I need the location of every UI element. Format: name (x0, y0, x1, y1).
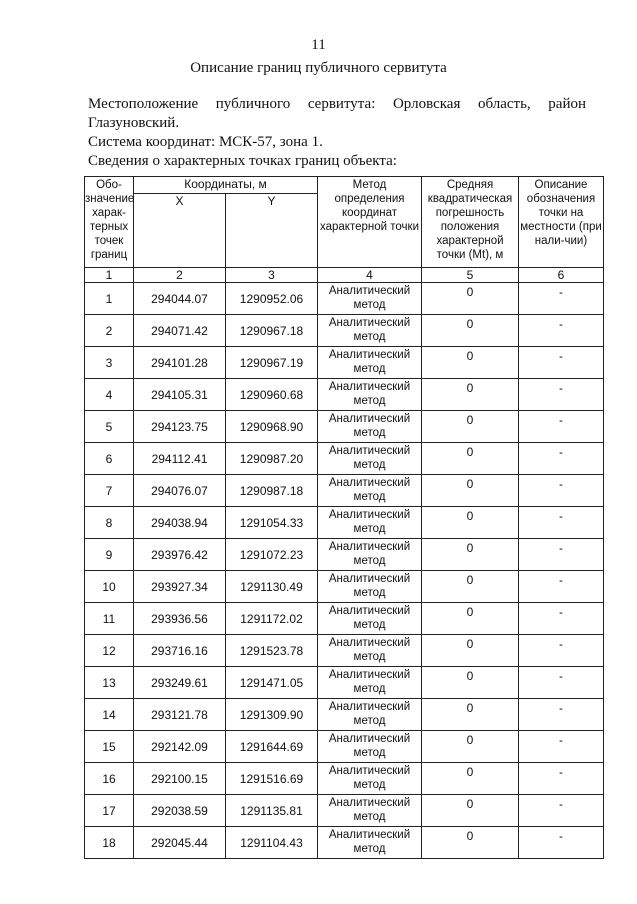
method-cell: Аналитический метод (318, 507, 422, 539)
coord-x: 293976.42 (134, 539, 226, 571)
column-number: 5 (422, 268, 519, 283)
coord-y: 1291104.43 (226, 827, 318, 859)
table-row (85, 315, 604, 347)
coord-y: 1290967.18 (226, 315, 318, 347)
points-info: Сведения о характерных точках границ объекта: (88, 153, 397, 169)
accuracy-cell: 0 (422, 571, 519, 603)
method-cell: Аналитический метод (318, 667, 422, 699)
description-cell: - (519, 603, 604, 635)
header-coordinates: Координаты, м (134, 177, 318, 194)
column-number: 2 (134, 268, 226, 283)
column-number: 6 (519, 268, 604, 283)
accuracy-cell: 0 (422, 731, 519, 763)
accuracy-cell: 0 (422, 347, 519, 379)
coord-y: 1291072.23 (226, 539, 318, 571)
point-number: 12 (85, 635, 134, 667)
page-number: 11 (311, 37, 326, 53)
location-continuation: Глазуновский. (88, 115, 180, 131)
point-number: 4 (85, 379, 134, 411)
table-row (85, 475, 604, 507)
point-number: 9 (85, 539, 134, 571)
header-designation: Обо-значение харак-терных точек границ (85, 177, 134, 268)
method-cell: Аналитический метод (318, 315, 422, 347)
point-number: 1 (85, 283, 134, 315)
accuracy-cell: 0 (422, 635, 519, 667)
coord-x: 294038.94 (134, 507, 226, 539)
description-cell: - (519, 763, 604, 795)
document-title: Описание границ публичного сервитута (190, 60, 447, 76)
description-cell: - (519, 827, 604, 859)
coord-x: 293121.78 (134, 699, 226, 731)
table-row (85, 603, 604, 635)
coord-x: 294123.75 (134, 411, 226, 443)
accuracy-cell: 0 (422, 411, 519, 443)
point-number: 2 (85, 315, 134, 347)
description-cell: - (519, 667, 604, 699)
coord-x: 294101.28 (134, 347, 226, 379)
coord-y: 1290987.20 (226, 443, 318, 475)
description-cell: - (519, 571, 604, 603)
description-cell: - (519, 699, 604, 731)
method-cell: Аналитический метод (318, 475, 422, 507)
point-number: 5 (85, 411, 134, 443)
table-row (85, 571, 604, 603)
method-cell: Аналитический метод (318, 795, 422, 827)
accuracy-cell: 0 (422, 539, 519, 571)
coord-x: 292045.44 (134, 827, 226, 859)
column-number: 3 (226, 268, 318, 283)
method-cell: Аналитический метод (318, 347, 422, 379)
coord-y: 1291523.78 (226, 635, 318, 667)
method-cell: Аналитический метод (318, 603, 422, 635)
coord-x: 294071.42 (134, 315, 226, 347)
accuracy-cell: 0 (422, 443, 519, 475)
coord-y: 1291309.90 (226, 699, 318, 731)
table-row (85, 667, 604, 699)
accuracy-cell: 0 (422, 667, 519, 699)
table-row (85, 411, 604, 443)
table-row (85, 731, 604, 763)
coord-x: 292100.15 (134, 763, 226, 795)
description-cell: - (519, 315, 604, 347)
coord-y: 1290987.18 (226, 475, 318, 507)
accuracy-cell: 0 (422, 507, 519, 539)
accuracy-cell: 0 (422, 827, 519, 859)
method-cell: Аналитический метод (318, 379, 422, 411)
coord-x: 294105.31 (134, 379, 226, 411)
point-number: 14 (85, 699, 134, 731)
accuracy-cell: 0 (422, 795, 519, 827)
method-cell: Аналитический метод (318, 443, 422, 475)
accuracy-cell: 0 (422, 315, 519, 347)
column-number-row (85, 268, 604, 283)
point-number: 10 (85, 571, 134, 603)
accuracy-cell: 0 (422, 603, 519, 635)
description-cell: - (519, 795, 604, 827)
description-cell: - (519, 507, 604, 539)
coord-x: 292038.59 (134, 795, 226, 827)
accuracy-cell: 0 (422, 475, 519, 507)
header-y: Y (226, 194, 318, 268)
coord-y: 1291516.69 (226, 763, 318, 795)
coord-y: 1291172.02 (226, 603, 318, 635)
point-number: 18 (85, 827, 134, 859)
method-cell: Аналитический метод (318, 571, 422, 603)
accuracy-cell: 0 (422, 379, 519, 411)
point-number: 6 (85, 443, 134, 475)
method-cell: Аналитический метод (318, 539, 422, 571)
header-method: Метод определения координат характерной точки (318, 177, 422, 268)
method-cell: Аналитический метод (318, 699, 422, 731)
coord-y: 1291054.33 (226, 507, 318, 539)
point-number: 17 (85, 795, 134, 827)
description-cell: - (519, 411, 604, 443)
column-number: 1 (85, 268, 134, 283)
description-cell: - (519, 635, 604, 667)
coord-x: 294044.07 (134, 283, 226, 315)
description-cell: - (519, 539, 604, 571)
coord-x: 294076.07 (134, 475, 226, 507)
coord-y: 1290952.06 (226, 283, 318, 315)
table-row (85, 635, 604, 667)
table-row (85, 763, 604, 795)
table-row (85, 827, 604, 859)
location-line: Местоположение публичного сервитута: Орловская область, район (88, 96, 586, 112)
method-cell: Аналитический метод (318, 827, 422, 859)
coord-y: 1290967.19 (226, 347, 318, 379)
description-cell: - (519, 443, 604, 475)
accuracy-cell: 0 (422, 283, 519, 315)
table-row (85, 699, 604, 731)
header-description: Описание обозначения точки на местности (при нали-чии) (519, 177, 604, 268)
table-row (85, 795, 604, 827)
description-cell: - (519, 731, 604, 763)
description-cell: - (519, 283, 604, 315)
method-cell: Аналитический метод (318, 731, 422, 763)
description-cell: - (519, 347, 604, 379)
table-row (85, 379, 604, 411)
description-cell: - (519, 475, 604, 507)
point-number: 8 (85, 507, 134, 539)
point-number: 11 (85, 603, 134, 635)
point-number: 15 (85, 731, 134, 763)
coord-x: 293716.16 (134, 635, 226, 667)
coord-x: 293936.56 (134, 603, 226, 635)
table-row (85, 539, 604, 571)
coordinate-system: Система координат: МСК-57, зона 1. (88, 134, 323, 150)
point-number: 3 (85, 347, 134, 379)
coord-y: 1291130.49 (226, 571, 318, 603)
intro-block (88, 95, 586, 171)
point-number: 16 (85, 763, 134, 795)
table-row (85, 507, 604, 539)
table-row (85, 283, 604, 315)
coord-x: 293927.34 (134, 571, 226, 603)
method-cell: Аналитический метод (318, 635, 422, 667)
accuracy-cell: 0 (422, 699, 519, 731)
method-cell: Аналитический метод (318, 411, 422, 443)
column-number: 4 (318, 268, 422, 283)
coord-y: 1290968.90 (226, 411, 318, 443)
header-accuracy: Средняя квадратическая погрешность положения характерной точки (Mt), м (422, 177, 519, 268)
table-row (85, 443, 604, 475)
point-number: 7 (85, 475, 134, 507)
coord-x: 294112.41 (134, 443, 226, 475)
header-x: X (134, 194, 226, 268)
boundary-points-table (84, 176, 604, 859)
coord-y: 1291135.81 (226, 795, 318, 827)
coord-x: 292142.09 (134, 731, 226, 763)
table-row (85, 347, 604, 379)
description-cell: - (519, 379, 604, 411)
coord-y: 1291644.69 (226, 731, 318, 763)
accuracy-cell: 0 (422, 763, 519, 795)
point-number: 13 (85, 667, 134, 699)
coord-y: 1291471.05 (226, 667, 318, 699)
coord-y: 1290960.68 (226, 379, 318, 411)
method-cell: Аналитический метод (318, 283, 422, 315)
coord-x: 293249.61 (134, 667, 226, 699)
method-cell: Аналитический метод (318, 763, 422, 795)
